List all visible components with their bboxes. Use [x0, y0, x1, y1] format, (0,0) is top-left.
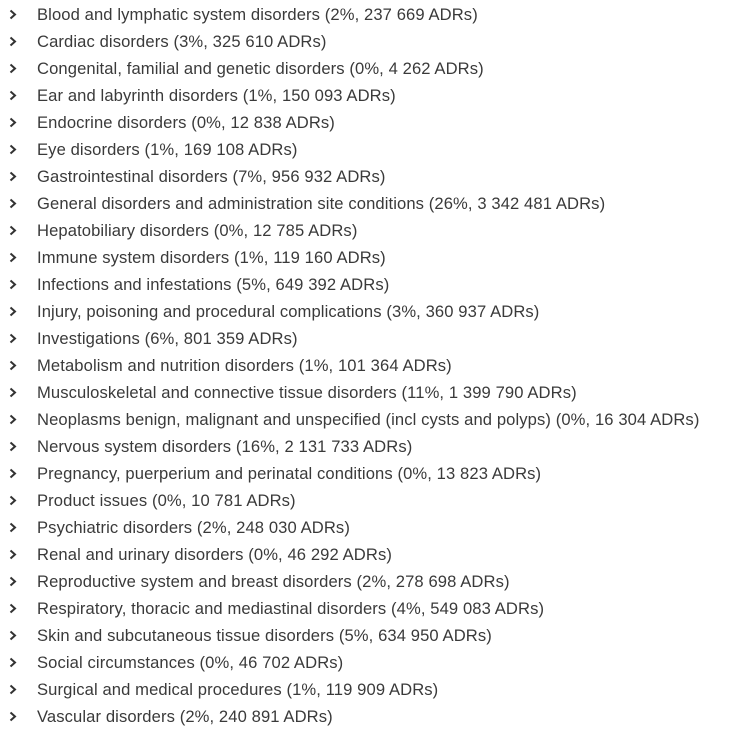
list-item-surgical-medical[interactable]: [0, 676, 746, 703]
list-item-label: Investigations (6%, 801 359 ADRs): [37, 329, 298, 348]
chevron-right-icon[interactable]: [8, 279, 17, 290]
chevron-right-icon[interactable]: [8, 684, 17, 695]
chevron-right-icon[interactable]: [8, 495, 17, 506]
chevron-right-icon[interactable]: [8, 117, 17, 128]
list-item-skin[interactable]: [0, 622, 746, 649]
chevron-right-icon[interactable]: [8, 468, 17, 479]
chevron-right-icon[interactable]: [8, 252, 17, 263]
system-organ-class-list: [0, 1, 746, 730]
list-item-label: Reproductive system and breast disorders (2%, 278 698 ADRs): [37, 572, 510, 591]
list-item-product-issues[interactable]: [0, 487, 746, 514]
list-item-gastrointestinal[interactable]: [0, 163, 746, 190]
list-item-label: Injury, poisoning and procedural complications (3%, 360 937 ADRs): [37, 302, 540, 321]
chevron-right-icon[interactable]: [8, 225, 17, 236]
chevron-right-icon[interactable]: [8, 576, 17, 587]
list-item-label: Musculoskeletal and connective tissue disorders (11%, 1 399 790 ADRs): [37, 383, 577, 402]
list-item-infections[interactable]: [0, 271, 746, 298]
chevron-right-icon[interactable]: [8, 441, 17, 452]
list-item-label: Respiratory, thoracic and mediastinal disorders (4%, 549 083 ADRs): [37, 599, 545, 618]
list-item-label: Ear and labyrinth disorders (1%, 150 093 ADRs): [37, 86, 396, 105]
list-item-musculoskeletal[interactable]: [0, 379, 746, 406]
chevron-right-icon[interactable]: [8, 522, 17, 533]
list-item-cardiac[interactable]: [0, 28, 746, 55]
chevron-right-icon[interactable]: [8, 171, 17, 182]
list-item-respiratory[interactable]: [0, 595, 746, 622]
list-item-label: Social circumstances (0%, 46 702 ADRs): [37, 653, 344, 672]
list-item-immune-system[interactable]: [0, 244, 746, 271]
list-item-label: Surgical and medical procedures (1%, 119 909 ADRs): [37, 680, 439, 699]
list-item-eye[interactable]: [0, 136, 746, 163]
list-item-label: Infections and infestations (5%, 649 392 ADRs): [37, 275, 390, 294]
list-item-label: Metabolism and nutrition disorders (1%, 101 364 ADRs): [37, 356, 452, 375]
list-item-ear-labyrinth[interactable]: [0, 82, 746, 109]
list-item-injury-poisoning[interactable]: [0, 298, 746, 325]
list-item-nervous-system[interactable]: [0, 433, 746, 460]
list-item-label: Product issues (0%, 10 781 ADRs): [37, 491, 296, 510]
list-item-renal-urinary[interactable]: [0, 541, 746, 568]
list-item-metabolism[interactable]: [0, 352, 746, 379]
list-item-pregnancy[interactable]: [0, 460, 746, 487]
list-item-label: Nervous system disorders (16%, 2 131 733 ADRs): [37, 437, 413, 456]
list-item-label: Neoplasms benign, malignant and unspecified (incl cysts and polyps) (0%, 16 304 ADRs): [37, 410, 700, 429]
chevron-right-icon[interactable]: [8, 549, 17, 560]
list-item-label: Vascular disorders (2%, 240 891 ADRs): [37, 707, 333, 726]
chevron-right-icon[interactable]: [8, 90, 17, 101]
chevron-right-icon[interactable]: [8, 333, 17, 344]
list-item-label: Pregnancy, puerperium and perinatal conditions (0%, 13 823 ADRs): [37, 464, 542, 483]
list-item-label: Immune system disorders (1%, 119 160 ADRs): [37, 248, 386, 267]
chevron-right-icon[interactable]: [8, 603, 17, 614]
list-item-vascular[interactable]: [0, 703, 746, 730]
list-item-label: Gastrointestinal disorders (7%, 956 932 ADRs): [37, 167, 386, 186]
list-item-endocrine[interactable]: [0, 109, 746, 136]
list-item-label: Endocrine disorders (0%, 12 838 ADRs): [37, 113, 335, 132]
chevron-right-icon[interactable]: [8, 414, 17, 425]
chevron-right-icon[interactable]: [8, 144, 17, 155]
chevron-right-icon[interactable]: [8, 360, 17, 371]
chevron-right-icon[interactable]: [8, 63, 17, 74]
list-item-label: Cardiac disorders (3%, 325 610 ADRs): [37, 32, 327, 51]
chevron-right-icon[interactable]: [8, 198, 17, 209]
chevron-right-icon[interactable]: [8, 711, 17, 722]
list-item-psychiatric[interactable]: [0, 514, 746, 541]
chevron-right-icon[interactable]: [8, 630, 17, 641]
list-item-investigations[interactable]: [0, 325, 746, 352]
list-item-label: Blood and lymphatic system disorders (2%, 237 669 ADRs): [37, 5, 478, 24]
list-item-neoplasms[interactable]: [0, 406, 746, 433]
chevron-right-icon[interactable]: [8, 387, 17, 398]
list-item-label: General disorders and administration site conditions (26%, 3 342 481 ADRs): [37, 194, 606, 213]
list-item-social-circumstances[interactable]: [0, 649, 746, 676]
list-item-general-disorders[interactable]: [0, 190, 746, 217]
list-item-label: Skin and subcutaneous tissue disorders (5%, 634 950 ADRs): [37, 626, 492, 645]
list-item-label: Congenital, familial and genetic disorders (0%, 4 262 ADRs): [37, 59, 484, 78]
list-item-label: Hepatobiliary disorders (0%, 12 785 ADRs): [37, 221, 358, 240]
list-item-blood-lymphatic[interactable]: [0, 1, 746, 28]
chevron-right-icon[interactable]: [8, 9, 17, 20]
chevron-right-icon[interactable]: [8, 306, 17, 317]
chevron-right-icon[interactable]: [8, 36, 17, 47]
chevron-right-icon[interactable]: [8, 657, 17, 668]
list-item-label: Psychiatric disorders (2%, 248 030 ADRs): [37, 518, 350, 537]
list-item-congenital[interactable]: [0, 55, 746, 82]
list-item-label: Eye disorders (1%, 169 108 ADRs): [37, 140, 298, 159]
list-item-hepatobiliary[interactable]: [0, 217, 746, 244]
list-item-label: Renal and urinary disorders (0%, 46 292 ADRs): [37, 545, 392, 564]
list-item-reproductive[interactable]: [0, 568, 746, 595]
